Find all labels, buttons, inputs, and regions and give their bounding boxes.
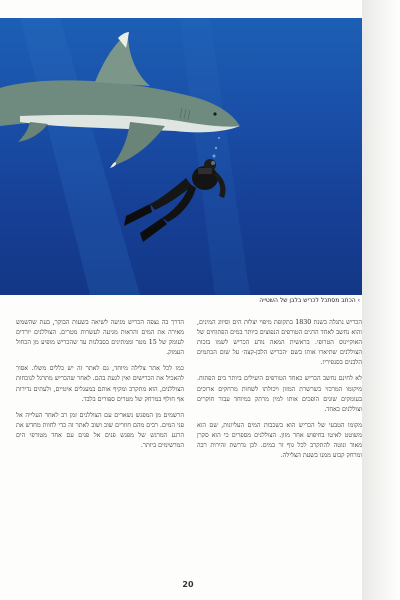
photo-caption: › הכתב מסתכל לכריש בלבן של השטייה: [259, 297, 360, 304]
shark-and-diver-photo: [0, 18, 362, 295]
page-number: 20: [182, 580, 194, 589]
paragraph: כמו לכל אתר צלילה מיוחד, גם לאתר זה יש כללים משלו. אסור להאכיל את הכרישים ואין לגעת בהם. לאחר שהכריש מתרגל לנוכחות הצוללנים, הוא מתקרב ומקיף אותם במעגלים איטיים, ולעתים נדירות אף חולף במרחק של מטרים ספורים בלבד.: [16, 365, 184, 403]
underwater-photo-illustration: [0, 18, 362, 295]
paragraph: מקומו הטבעי של הכריש הוא בשכבות המים העליונות, שם הוא משוטט לאיטו בחיפוש אחר מזון. הצוללנים מספרים כי הוא סקרן מאוד ונוטה להתקרב לכל גוף זר במים. לכן נדרשת זהירות רבה ומרחק קבוע ממנו בשעת הצלילה.: [197, 421, 362, 460]
paragraph: הכריש נתגלה בשנת 1830 בתקופת מיפוי יצלות הים וסיווג המינים, והוא נחשב לאחד הדגים הטורפים הנפוצים ביותר במים הפתוחים של האוקיינוס הטרופי. בראשית המאה נודע הכריש לשמו בזכות הצוללנים שתיארו אותו בשם ׳הכריש הלבן-קצה׳ על שום הכתמים הלבנים בסנפיריו.: [197, 319, 362, 367]
article-column-left: [16, 318, 184, 580]
page-fold-shadow: [362, 0, 400, 600]
paragraph: הדרך בה נצפה הכריש מגיעה לשיאה בשעות הבוקר, בעת שהשמש מאירה את המים והראות מגיעה לעשרות מטרים. הצוללנים יורדים לעומק של 15 מטר וממתינים בסבלנות עד שהכריש מופיע מן הכחול העמוק.: [16, 319, 184, 357]
paragraph: לא לחינם נחשב הכריש כאחד הטורפים היעילים ביותר בים הפתוח. מיקומו המרכזי בשרשרת המזון ויכולתו לשחות מרחקים ארוכים בעומקים שונים הופכים אותו למין מרתק במיוחד עבור חוקרים וצוללנים כאחד.: [197, 375, 362, 413]
article-column-right: [197, 318, 362, 580]
paragraph: הרשמים מן המפגש נשארים עם הצוללנים זמן רב לאחר העלייה אל פני המים. רבים מהם חוזרים שוב ושוב לאתר זה כדי לחוות מחדש את הרגע המרגש של מפגש פנים אל פנים עם אחד מטורפי הים המרשימים ביותר.: [16, 411, 184, 450]
